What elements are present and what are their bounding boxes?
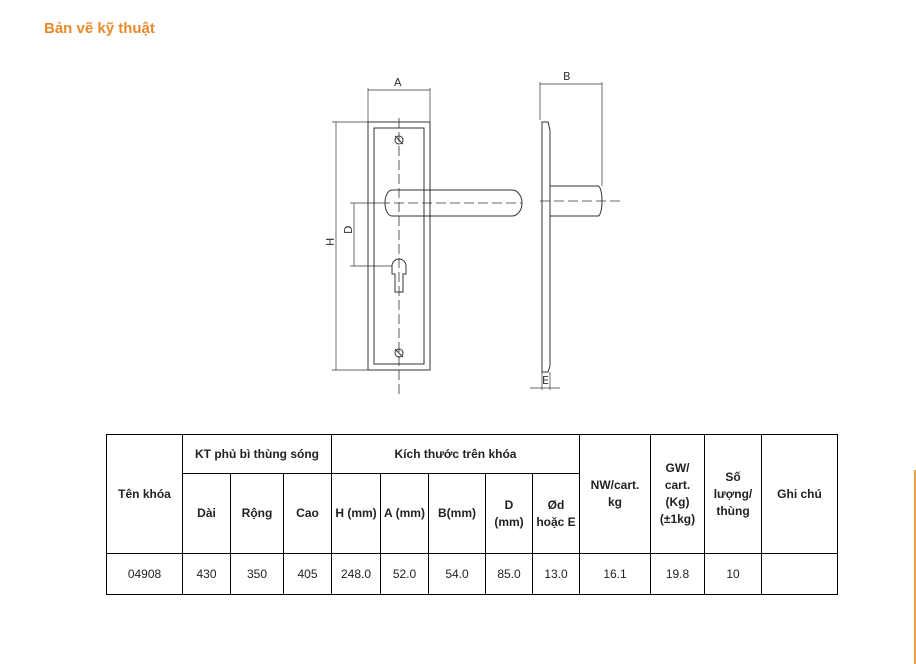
label-d: D <box>342 225 355 234</box>
cell-rong: 350 <box>231 554 284 595</box>
technical-drawing <box>310 60 630 400</box>
label-a: A <box>394 76 402 89</box>
cell-d: 85.0 <box>486 554 533 595</box>
label-b: B <box>563 70 571 83</box>
header-e: Ød hoặc E <box>533 474 580 554</box>
label-h: H <box>324 237 337 246</box>
spec-table <box>106 434 838 595</box>
header-name: Tên khóa <box>107 435 183 554</box>
header-rong: Rộng <box>231 474 284 554</box>
cell-a: 52.0 <box>381 554 429 595</box>
cell-h: 248.0 <box>332 554 381 595</box>
header-h: H (mm) <box>332 474 381 554</box>
page-title: Bản vẽ kỹ thuật <box>44 20 155 37</box>
header-b: B(mm) <box>429 474 486 554</box>
cell-qty: 10 <box>705 554 762 595</box>
header-d: D (mm) <box>486 474 533 554</box>
cell-b: 54.0 <box>429 554 486 595</box>
cell-name: 04908 <box>107 554 183 595</box>
cell-e: 13.0 <box>533 554 580 595</box>
header-gw: GW/ cart. (Kg) (±1kg) <box>651 435 705 554</box>
header-lock: Kích thước trên khóa <box>332 435 580 474</box>
header-note: Ghi chú <box>762 435 838 554</box>
header-dai: Dài <box>183 474 231 554</box>
cell-dai: 430 <box>183 554 231 595</box>
header-carton: KT phủ bì thùng sóng <box>183 435 332 474</box>
table-row <box>107 554 838 595</box>
cell-cao: 405 <box>284 554 332 595</box>
header-qty: Số lượng/ thùng <box>705 435 762 554</box>
cell-note <box>762 554 838 595</box>
header-cao: Cao <box>284 474 332 554</box>
header-a: A (mm) <box>381 474 429 554</box>
label-e: E <box>542 374 549 387</box>
cell-nw: 16.1 <box>580 554 651 595</box>
side-plate <box>542 122 550 372</box>
header-nw: NW/cart. kg <box>580 435 651 554</box>
cell-gw: 19.8 <box>651 554 705 595</box>
